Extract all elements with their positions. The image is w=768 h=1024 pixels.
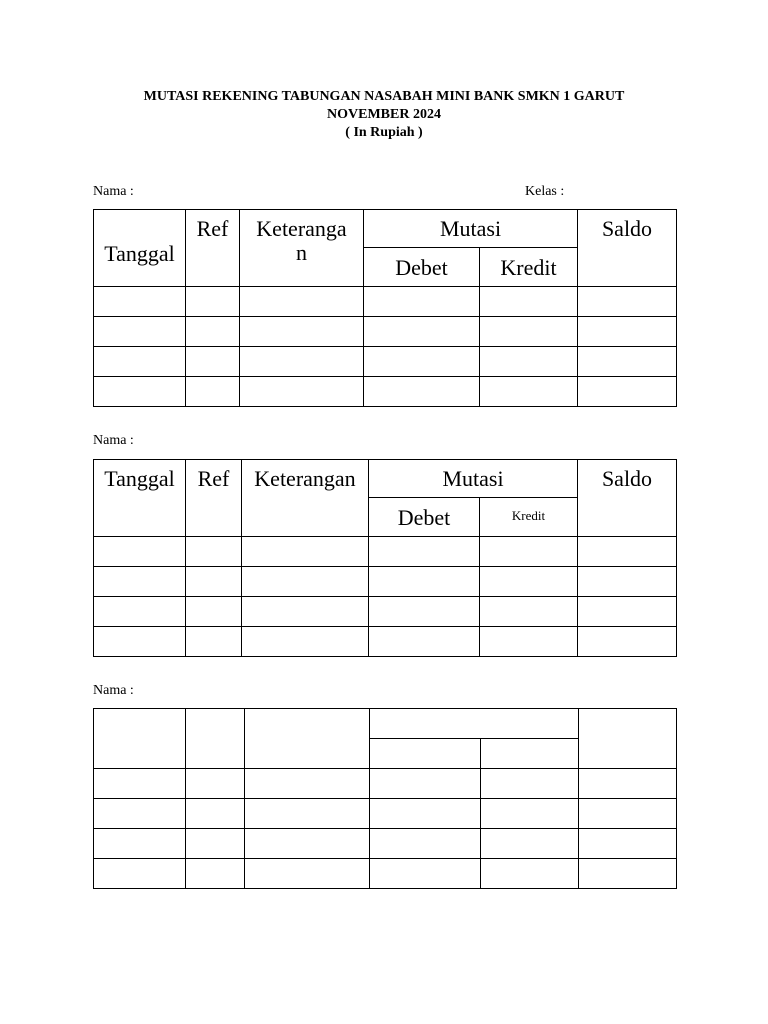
- header-keterangan-line1: Keteranga: [256, 216, 347, 241]
- cell[interactable]: [94, 829, 186, 859]
- cell[interactable]: [578, 597, 677, 627]
- cell[interactable]: [579, 769, 677, 799]
- cell[interactable]: [245, 799, 370, 829]
- mutation-table-1: [93, 209, 677, 407]
- cell[interactable]: [242, 567, 369, 597]
- table-header-row: [94, 210, 677, 248]
- cell[interactable]: [94, 859, 186, 889]
- header-ref: Ref: [186, 210, 240, 287]
- cell[interactable]: [578, 287, 677, 317]
- header-tanggal: Tanggal: [94, 460, 186, 537]
- table-row: [94, 627, 677, 657]
- cell[interactable]: [369, 627, 480, 657]
- cell[interactable]: [480, 627, 578, 657]
- cell[interactable]: [240, 317, 364, 347]
- cell[interactable]: [186, 597, 242, 627]
- header-cell: [370, 709, 579, 739]
- cell[interactable]: [370, 859, 481, 889]
- cell[interactable]: [370, 769, 481, 799]
- cell[interactable]: [245, 829, 370, 859]
- cell[interactable]: [186, 377, 240, 407]
- cell[interactable]: [369, 567, 480, 597]
- header-cell: [245, 709, 370, 769]
- header-cell: [94, 709, 186, 769]
- cell[interactable]: [364, 317, 480, 347]
- table-row: [94, 377, 677, 407]
- header-saldo: Saldo: [578, 210, 677, 287]
- cell[interactable]: [579, 799, 677, 829]
- mutation-table-2: [93, 459, 677, 657]
- header-mutasi: Mutasi: [369, 460, 578, 498]
- cell[interactable]: [242, 537, 369, 567]
- cell[interactable]: [369, 537, 480, 567]
- header-debet: Debet: [369, 498, 480, 537]
- cell[interactable]: [94, 567, 186, 597]
- header-cell: [186, 709, 245, 769]
- header-kredit: Kredit: [480, 248, 578, 287]
- cell[interactable]: [240, 377, 364, 407]
- cell[interactable]: [186, 287, 240, 317]
- header-ref: Ref: [186, 460, 242, 537]
- header-mutasi: Mutasi: [364, 210, 578, 248]
- cell[interactable]: [94, 377, 186, 407]
- table-row: [94, 769, 677, 799]
- cell[interactable]: [94, 347, 186, 377]
- cell[interactable]: [579, 859, 677, 889]
- nama-label-1: Nama :: [93, 184, 134, 199]
- cell[interactable]: [480, 377, 578, 407]
- cell[interactable]: [245, 769, 370, 799]
- table-row: [94, 347, 677, 377]
- cell[interactable]: [186, 567, 242, 597]
- cell[interactable]: [186, 769, 245, 799]
- table-header-row: [94, 460, 677, 498]
- cell[interactable]: [579, 829, 677, 859]
- header-cell: [370, 739, 481, 769]
- cell[interactable]: [94, 769, 186, 799]
- cell[interactable]: [480, 567, 578, 597]
- table-row: [94, 567, 677, 597]
- cell[interactable]: [481, 829, 579, 859]
- cell[interactable]: [578, 537, 677, 567]
- nama-label-3: Nama :: [93, 683, 134, 698]
- cell[interactable]: [94, 627, 186, 657]
- document-currency-note: ( In Rupiah ): [345, 125, 423, 140]
- cell[interactable]: [481, 859, 579, 889]
- table-row: [94, 859, 677, 889]
- table-row: [94, 799, 677, 829]
- cell[interactable]: [480, 317, 578, 347]
- header-debet: Debet: [364, 248, 480, 287]
- table-row: [94, 317, 677, 347]
- cell[interactable]: [186, 537, 242, 567]
- header-keterangan: Keterangan: [242, 460, 369, 537]
- header-keterangan-line2: n: [296, 240, 307, 265]
- table-row: [94, 597, 677, 627]
- header-keterangan: [240, 210, 364, 287]
- cell[interactable]: [480, 347, 578, 377]
- cell[interactable]: [186, 829, 245, 859]
- cell[interactable]: [186, 859, 245, 889]
- cell[interactable]: [240, 347, 364, 377]
- cell[interactable]: [481, 769, 579, 799]
- cell[interactable]: [578, 377, 677, 407]
- cell[interactable]: [480, 537, 578, 567]
- cell[interactable]: [94, 287, 186, 317]
- cell[interactable]: [94, 317, 186, 347]
- table-row: [94, 829, 677, 859]
- cell[interactable]: [245, 859, 370, 889]
- cell[interactable]: [364, 287, 480, 317]
- cell[interactable]: [94, 597, 186, 627]
- cell[interactable]: [364, 377, 480, 407]
- mutation-table-3: [93, 708, 677, 889]
- cell[interactable]: [364, 347, 480, 377]
- cell[interactable]: [578, 567, 677, 597]
- cell[interactable]: [578, 317, 677, 347]
- document-header: [0, 88, 768, 142]
- cell[interactable]: [370, 829, 481, 859]
- cell[interactable]: [186, 347, 240, 377]
- table-row: [94, 287, 677, 317]
- header-cell: [579, 709, 677, 769]
- cell[interactable]: [94, 537, 186, 567]
- cell[interactable]: [242, 627, 369, 657]
- kelas-label: Kelas :: [525, 184, 565, 199]
- cell[interactable]: [481, 799, 579, 829]
- header-saldo: Saldo: [578, 460, 677, 537]
- cell[interactable]: [240, 287, 364, 317]
- document-period: NOVEMBER 2024: [327, 107, 441, 122]
- document-title: MUTASI REKENING TABUNGAN NASABAH MINI BANK SMKN 1 GARUT: [143, 89, 625, 104]
- nama-label-2: Nama :: [93, 433, 134, 448]
- cell[interactable]: [186, 799, 245, 829]
- cell[interactable]: [480, 287, 578, 317]
- cell[interactable]: [186, 627, 242, 657]
- cell[interactable]: [186, 317, 240, 347]
- cell[interactable]: [370, 799, 481, 829]
- cell[interactable]: [578, 627, 677, 657]
- header-kredit: Kredit: [480, 498, 578, 537]
- cell[interactable]: [94, 799, 186, 829]
- cell[interactable]: [242, 597, 369, 627]
- cell[interactable]: [480, 597, 578, 627]
- cell[interactable]: [578, 347, 677, 377]
- table-header-row: [94, 709, 677, 739]
- cell[interactable]: [369, 597, 480, 627]
- header-tanggal: Tanggal: [94, 210, 186, 287]
- table-row: [94, 537, 677, 567]
- header-cell: [481, 739, 579, 769]
